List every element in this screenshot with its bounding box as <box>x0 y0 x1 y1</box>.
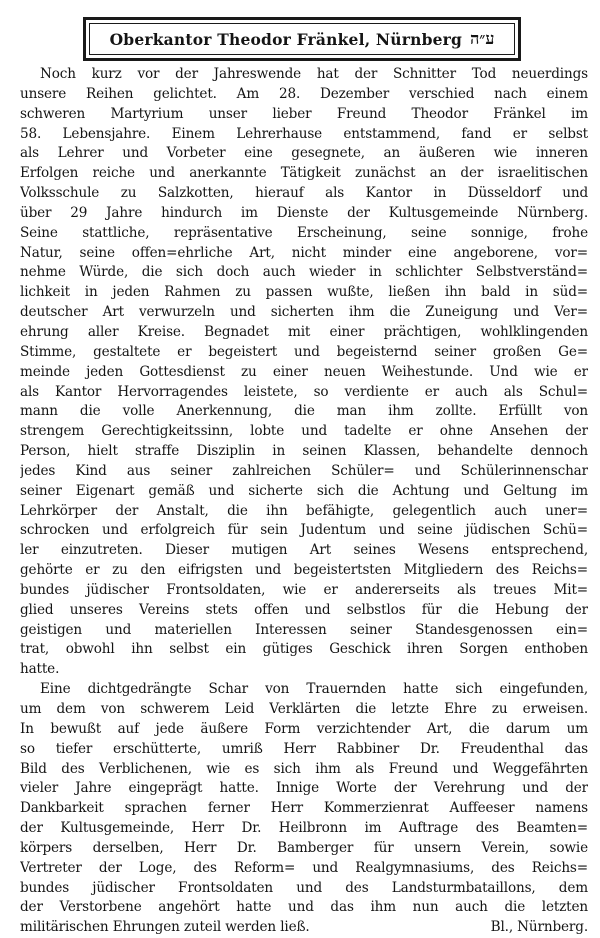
text-line: Seine stattliche, repräsentative Erscheinung, seine sonnige, frohe <box>20 224 588 241</box>
text-line: hatte. <box>20 661 60 678</box>
text-line: meinde jeden Gottesdienst zu einer neuen Weihestunde. Und wie er <box>20 363 588 380</box>
paragraph-2 <box>20 680 588 918</box>
title-box <box>83 17 521 61</box>
text-line: als Kantor Hervorragendes leistete, so verdiente er auch als Schul= <box>20 383 588 400</box>
text-line: 58. Lebensjahre. Einem Lehrerhause entstammend, fand er selbst <box>20 125 588 142</box>
text-line: geistigen und materiellen Interessen seiner Standesgenossen ein= <box>20 621 588 638</box>
text-line: mann die volle Anerkennung, die man ihm zollte. Erfüllt von <box>20 403 588 420</box>
text-line: als Lehrer und Vorbeter eine gesegnete, an äußeren wie inneren <box>20 145 588 162</box>
article-title: Oberkantor Theodor Fränkel, Nürnberg <box>109 29 463 49</box>
text-line: vieler Jahre eingeprägt hatte. Innige Worte der Verehrung und der <box>20 780 588 797</box>
text-line: körpers derselben, Herr Dr. Bamberger für unsern Verein, sowie <box>20 839 588 856</box>
text-line: seiner Eigenart gemäß und sicherte sich die Achtung und Geltung im <box>20 482 588 499</box>
author-signature: Bl., Nürnberg. <box>490 919 588 936</box>
text-line: nehme Würde, die sich doch auch wieder in schlichter Selbstverständ= <box>20 264 588 281</box>
text-line: Volksschule zu Salzkotten, hierauf als Kantor in Düsseldorf und <box>20 185 588 202</box>
text-line: schweren Martyrium unser lieber Freund Theodor Fränkel im <box>20 105 588 122</box>
text-line: Stimme, gestaltete er begeistert und begeisternd seiner großen Ge= <box>20 343 588 360</box>
text-line: Erfolgen reiche und anerkannte Tätigkeit zunächst an der israelitischen <box>20 165 588 182</box>
text-line: Natur, seine offen=ehrliche Art, nicht minder eine angeborene, vor= <box>20 244 588 261</box>
text-line: bundes jüdischer Frontsoldaten, wie er andererseits als treues Mit= <box>20 581 588 598</box>
text-line: bundes jüdischer Frontsoldaten und des Landsturmbataillons, dem <box>20 879 588 896</box>
text-line: Vertreter der Loge, des Reform= und Realgymnasiums, des Reichs= <box>20 859 588 876</box>
text-line: unsere Reihen gelichtet. Am 28. Dezember verschied nach einem <box>20 85 588 102</box>
text-line: Dankbarkeit sprachen ferner Herr Kommerzienrat Auffeeser namens <box>20 800 588 817</box>
text-line: glied unseres Vereins stets offen und selbstlos für die Hebung der <box>20 601 588 618</box>
final-sentence: militärischen Ehrungen zuteil werden ließ. <box>20 919 310 936</box>
text-line: deutscher Art verwurzeln und sicherten ihm die Zuneigung und Ver= <box>20 304 588 321</box>
text-line: ehrung aller Kreise. Begnadet mit einer prächtigen, wohlklingenden <box>20 323 588 340</box>
text-line: so tiefer erschütterte, umriß Herr Rabbiner Dr. Freudenthal das <box>20 740 588 757</box>
hebrew-abbreviation: ע״ה <box>470 29 495 48</box>
text-line: jedes Kind aus seiner zahlreichen Schüler= und Schülerinnenschar <box>20 462 588 479</box>
text-line: der Kultusgemeinde, Herr Dr. Heilbronn im Auftrage des Beamten= <box>20 820 588 837</box>
paragraph-1 <box>20 65 588 680</box>
text-line: gehörte er zu den eifrigsten und begeistertsten Mitgliedern des Reichs= <box>20 562 588 579</box>
text-line: der Verstorbene angehört hatte und das ihm nun auch die letzten <box>20 899 588 916</box>
text-line: lichkeit in jeden Rahmen zu passen wußte, ließen ihn bald in süd= <box>20 284 588 301</box>
text-line: In bewußt auf jede äußere Form verzichtender Art, die darum um <box>20 720 588 737</box>
text-line: Bild des Verblichenen, wie es sich ihm als Freund und Weggefährten <box>20 760 588 777</box>
text-line: trat, obwohl ihn selbst ein gütiges Geschick ihren Sorgen enthoben <box>20 641 588 658</box>
text-line: über 29 Jahre hindurch im Dienste der Kultusgemeinde Nürnberg. <box>20 204 588 221</box>
article-body <box>20 65 588 938</box>
text-line: ler einzutreten. Dieser mutigen Art seines Wesens entsprechend, <box>20 542 588 559</box>
text-line: Lehrkörper der Anstalt, die ihn befähigte, gelegentlich auch uner= <box>20 502 588 519</box>
closing-line <box>20 918 588 938</box>
text-line: schrocken und erfolgreich für sein Judentum und seine jüdischen Schü= <box>20 522 588 539</box>
text-line: Person, hielt straffe Disziplin in seinen Klassen, behandelte dennoch <box>20 443 588 460</box>
text-line: um dem von schwerem Leid Verklärten die letzte Ehre zu erweisen. <box>20 701 588 717</box>
text-line: strengem Gerechtigkeitssinn, lobte und tadelte er ohne Ansehen der <box>20 423 588 440</box>
text-line: Eine dichtgedrängte Schar von Trauernden hatte sich eingefunden, <box>40 681 588 698</box>
text-line: Noch kurz vor der Jahreswende hat der Schnitter Tod neuerdings <box>40 66 588 82</box>
